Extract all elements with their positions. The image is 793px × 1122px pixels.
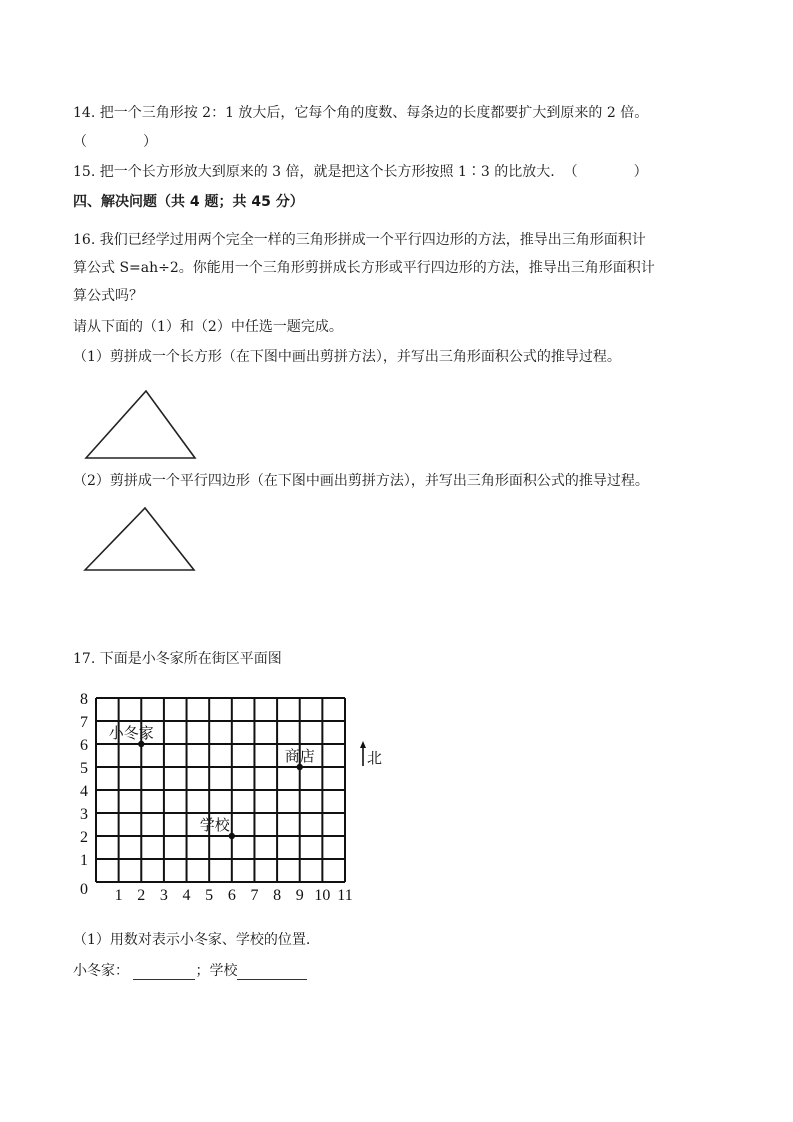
q16-part2: （2）剪拼成一个平行四边形（在下图中画出剪拼方法），并写出三角形面积公式的推导过程。 [73, 473, 649, 489]
y-tick-label: 7 [80, 714, 88, 731]
q17-title: 17. 下面是小冬家所在街区平面图 [73, 651, 282, 667]
q17-part1: （1）用数对表示小冬家、学校的位置. [73, 932, 311, 948]
answer-school-blank[interactable] [237, 965, 307, 980]
y-tick-label: 3 [80, 806, 88, 823]
answer-sep: ； [195, 963, 210, 979]
q16-line2: 算公式 S=ah÷2。你能用一个三角形剪拼成长方形或平行四边形的方法，推导出三角形面积计 [73, 260, 655, 276]
north-arrow-head-icon [360, 741, 366, 748]
q14-answer[interactable]: （ ） [73, 134, 157, 150]
x-tick-label: 2 [137, 887, 146, 904]
x-tick-label: 10 [314, 887, 331, 904]
x-tick-label: 9 [295, 887, 304, 904]
q16-part1: （1）剪拼成一个长方形（在下图中画出剪拼方法），并写出三角形面积公式的推导过程。 [73, 349, 621, 365]
x-tick-label: 7 [250, 887, 259, 904]
answer-home-blank[interactable] [133, 965, 195, 980]
q15-answer[interactable]: （ ） [563, 164, 648, 180]
x-tick-label: 4 [182, 887, 191, 904]
y-tick-label: 1 [80, 852, 88, 869]
answer-home-label: 小冬家： [73, 963, 129, 979]
map-point-label: 商店 [284, 747, 315, 765]
map-point-label: 小冬家 [108, 724, 154, 742]
answer-school-label: 学校 [209, 963, 238, 979]
y-tick-label: 8 [80, 691, 88, 708]
y-tick-label: 4 [80, 783, 88, 800]
section4-title: 四、解决问题（共 4 题；共 45 分） [73, 194, 304, 210]
y-tick-label: 6 [80, 737, 88, 754]
x-tick-label: 5 [205, 887, 214, 904]
y-tick-label: 5 [80, 760, 88, 777]
q16-line4: 请从下面的（1）和（2）中任选一题完成。 [73, 319, 343, 335]
x-tick-label: 3 [159, 887, 168, 904]
q14-text: 14. 把一个三角形按 2：1 放大后，它每个角的度数、每条边的长度都要扩大到原来的 2 倍。 [73, 105, 649, 121]
q17-answer-row [73, 962, 307, 980]
x-tick-label: 0 [80, 881, 88, 898]
q16-line3: 算公式吗？ [73, 288, 143, 304]
x-tick-label: 1 [114, 887, 123, 904]
y-tick-label: 2 [80, 829, 88, 846]
q15-text: 15. 把一个长方形放大到原来的 3 倍，就是把这个长方形按照 1∶3 的比放大. （ ） [73, 164, 648, 180]
q16-line1: 16. 我们已经学过用两个完全一样的三角形拼成一个平行四边形的方法，推导出三角形面积计 [73, 232, 646, 248]
x-tick-label: 6 [227, 887, 236, 904]
x-tick-label: 11 [337, 887, 353, 904]
map-point-label: 学校 [199, 816, 230, 834]
x-tick-label: 8 [273, 887, 282, 904]
north-label: 北 [367, 749, 383, 767]
